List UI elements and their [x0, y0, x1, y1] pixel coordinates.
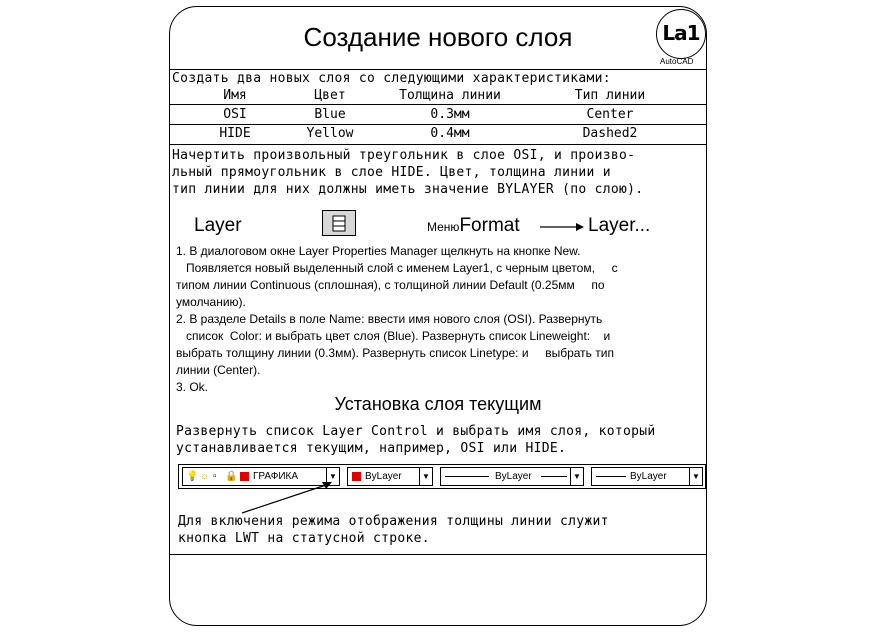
note-line: Для включения режима отображения толщины линии служит [178, 514, 609, 529]
section-subtitle: Установка слоя текущим [334, 394, 542, 414]
layer-name: ГРАФИКА [253, 471, 299, 482]
table-divider [170, 124, 706, 125]
step-line: 3. Ok. [176, 380, 209, 394]
table-header: Цвет [314, 88, 346, 103]
note-line: кнопка LWT на статусной строке. [178, 531, 430, 546]
step-line: типом линии Continuous (сплошная), с толщиной линии Default (0.25мм по [176, 278, 605, 292]
table-cell: 0.3мм [430, 107, 470, 122]
logo-subtext: AutoCAD [660, 57, 694, 66]
divider [170, 69, 706, 70]
table-header: Толщина линии [399, 88, 501, 103]
autocad-logo [656, 9, 706, 59]
step-line: список Color: и выбрать цвет слоя (Blue). Развернуть список Lineweight: и [176, 329, 611, 343]
step-line: умолчанию). [176, 295, 246, 309]
chevron-down-icon[interactable]: ▼ [570, 468, 583, 485]
current-line: Развернуть список Layer Control и выбрать имя слоя, который [176, 424, 656, 439]
table-cell: 0.4мм [430, 126, 470, 141]
color-swatch [352, 472, 361, 481]
table-divider [170, 104, 706, 105]
linetype-control-dropdown[interactable] [440, 467, 584, 486]
task-line: тип линии для них должны иметь значение BYLAYER (по слою). [172, 182, 644, 197]
lightbulb-icon: 💡 [186, 471, 199, 482]
table-cell: Center [586, 107, 634, 122]
table-header: Тип линии [574, 88, 646, 103]
lineweight-control-dropdown[interactable] [591, 467, 703, 486]
chevron-down-icon[interactable]: ▼ [689, 468, 702, 485]
page-title: Создание нового слоя [303, 22, 573, 52]
layer-label: Layer [194, 215, 242, 236]
current-line: устанавливается текущим, например, OSI или HIDE. [176, 441, 567, 456]
task-intro: Создать два новых слоя со следующими характеристиками: [172, 71, 611, 86]
pointer-arrow [240, 477, 340, 517]
step-line: 1. В диалоговом окне Layer Properties Manager щелкнуть на кнопке New. [176, 244, 581, 258]
chevron-down-icon[interactable]: ▼ [419, 468, 432, 485]
viewport-icon: ▫ [213, 471, 217, 482]
table-cell: Blue [314, 107, 346, 122]
table-header: Имя [223, 88, 247, 103]
slide-card [169, 6, 707, 626]
divider [170, 144, 706, 145]
lineweight-value: ByLayer [630, 471, 667, 482]
step-line: 2. В разделе Details в поле Name: ввести имя нового слоя (OSI). Развернуть [176, 312, 603, 326]
step-line: выбрать толщину линии (0.3мм). Развернуть список Linetype: и выбрать тип [176, 346, 614, 360]
step-line: Появляется новый выделенный слой с именем Layer1, с черным цветом, с [176, 261, 618, 275]
layers-button[interactable] [322, 210, 356, 236]
menu-item-format: Format [459, 215, 520, 236]
logo-text: La1 [662, 21, 700, 45]
lock-icon: 🔒 [225, 471, 238, 482]
lineweight-sample [596, 476, 626, 477]
steps-list [176, 243, 618, 396]
table-cell: HIDE [219, 126, 251, 141]
current-layer-text [176, 423, 655, 457]
color-value: ByLayer [365, 471, 402, 482]
table-cell: Yellow [306, 126, 354, 141]
layers-icon [323, 211, 355, 235]
task-line: льный прямоугольник в слое HIDE. Цвет, толщина линии и [172, 165, 611, 180]
arrow-right-icon [540, 221, 584, 233]
linetype-sample [445, 476, 489, 477]
table-cell: OSI [223, 107, 247, 122]
divider [170, 554, 706, 555]
sun-icon: ☼ [200, 471, 210, 482]
task-text [172, 147, 643, 198]
step-line: линии (Center). [176, 363, 261, 377]
menu-prefix: Меню [427, 220, 460, 234]
table-cell: Dashed2 [582, 126, 638, 141]
lwt-note [178, 513, 609, 547]
color-control-dropdown[interactable] [347, 467, 433, 486]
linetype-sample [541, 476, 567, 477]
task-line: Начертить произвольный треугольник в слое OSI, и произво- [172, 148, 636, 163]
linetype-value: ByLayer [495, 471, 532, 482]
menu-item-layer: Layer... [588, 215, 651, 236]
menu-path [427, 215, 520, 237]
chevron-down-icon[interactable]: ▼ [326, 468, 339, 485]
